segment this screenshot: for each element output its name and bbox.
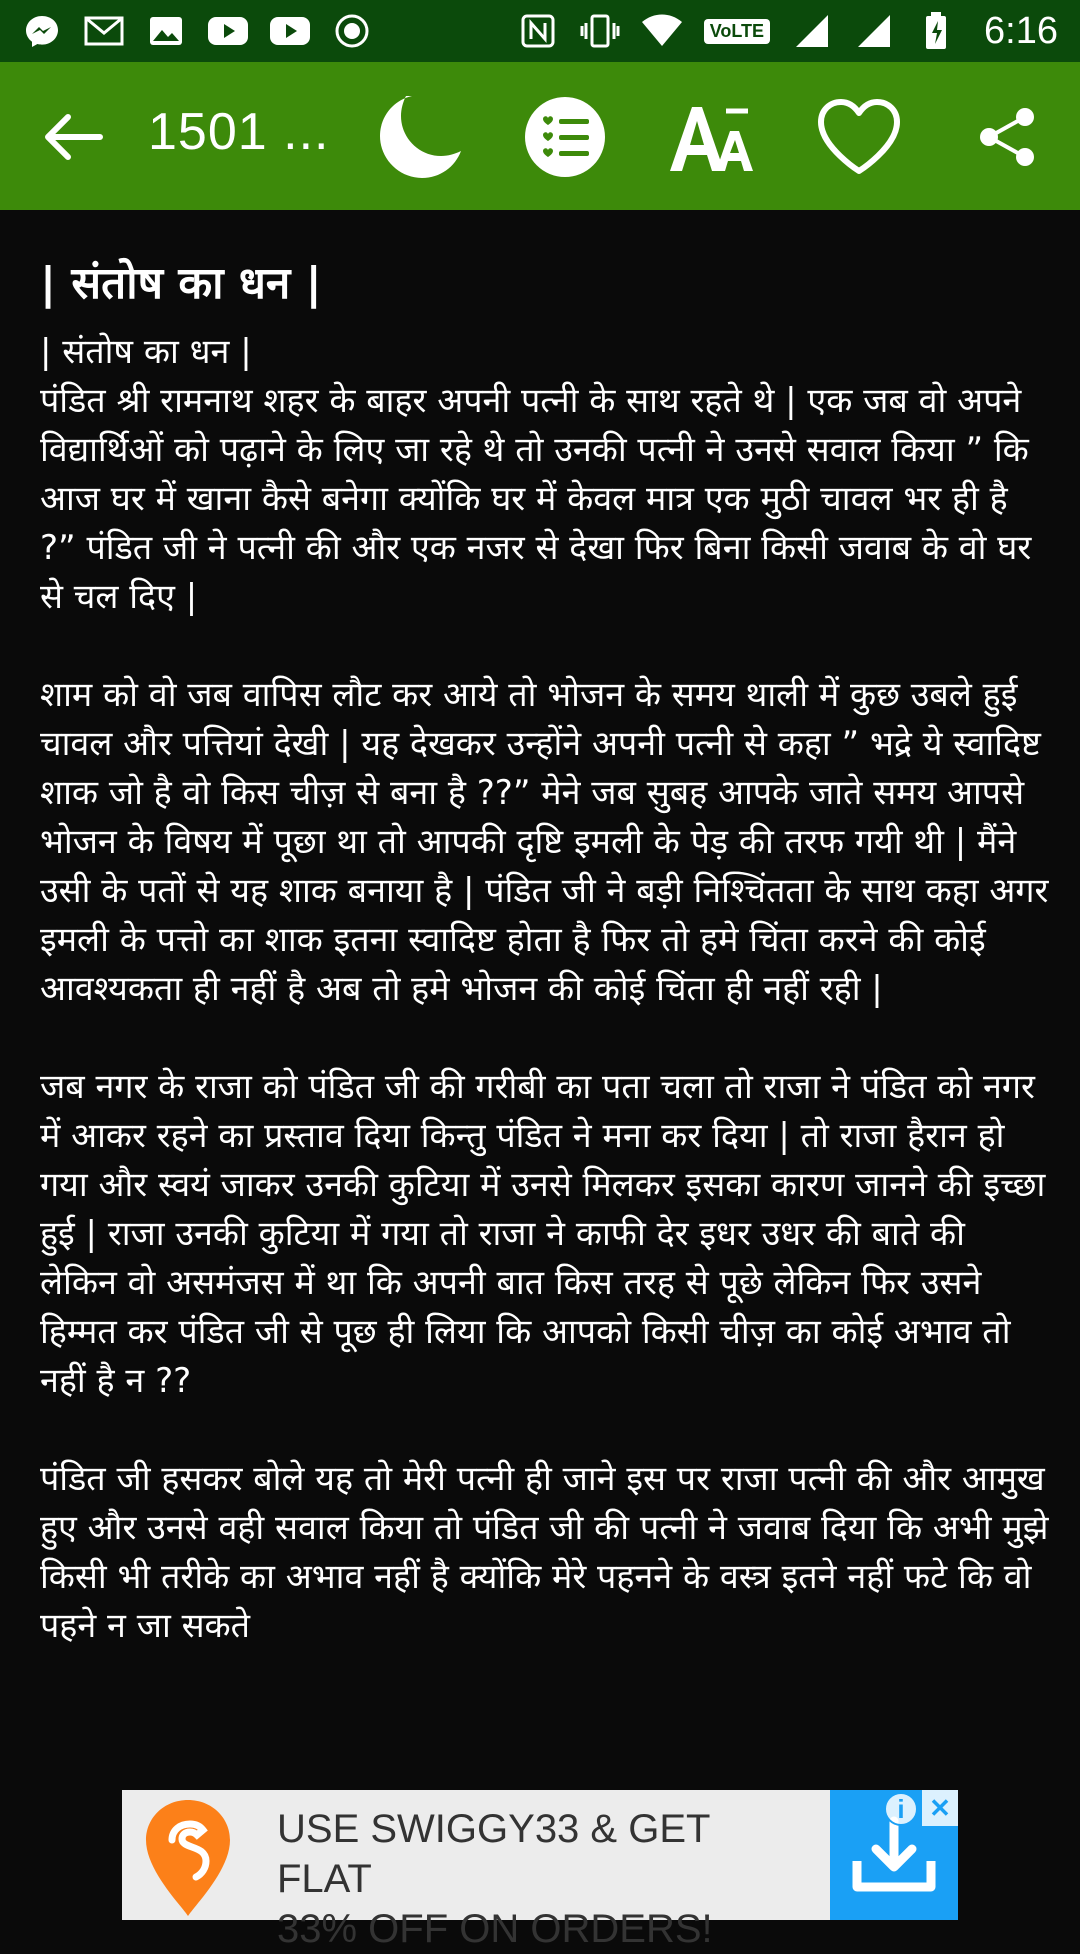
story-paragraph: जब नगर के राजा को पंडित जी की गरीबी का पता चला तो राजा ने पंडित को नगर में आकर रहने का प्रस्ताव दिया किन्तु पंडित ने मना कर दिया | तो राजा हैरान हो गया और स्वयं जाकर उनकी कुटिया में उनसे मिलकर इसका कारण जानने की इच्छा हुई | राजा उनकी कुटिया में गया तो राजा ने काफी देर इधर उधर की बाते की लेकिन वो असमंजस में था कि अपनी बात किस तरह से पूछे लेकिन फिर उसने हिम्मत कर पंडित जी से पूछ ही लिया कि आपको किसी चीज़ का कोई अभाव तो नहीं है न ?? — [40, 1067, 1046, 1401]
wifi-icon — [642, 15, 682, 47]
arrow-back-icon — [38, 102, 108, 172]
story-title: | संतोष का धन | — [40, 258, 322, 309]
signal-icon — [854, 15, 894, 47]
app-bar — [0, 62, 1080, 210]
gmail-icon — [84, 15, 124, 47]
ad-text-line: 33% OFF ON ORDERS! — [277, 1907, 713, 1951]
back-button[interactable] — [38, 102, 108, 172]
system-icons — [518, 10, 1058, 53]
gallery-icon — [146, 15, 186, 47]
heart-icon — [816, 97, 902, 177]
story-content[interactable] — [40, 256, 1050, 1700]
download-icon — [849, 1815, 939, 1895]
vibrate-icon — [580, 15, 620, 47]
signal-icon — [792, 15, 832, 47]
messenger-icon — [22, 15, 62, 47]
favorite-button[interactable] — [814, 92, 904, 182]
ad-banner[interactable] — [122, 1790, 958, 1951]
youtube-icon — [270, 15, 310, 47]
night-mode-button[interactable] — [372, 92, 462, 182]
volte-icon: VoLTE — [704, 19, 770, 44]
night-mode-icon — [372, 92, 462, 182]
story-paragraph: शाम को वो जब वापिस लौट कर आये तो भोजन के समय थाली में कुछ उबले हुई चावल और पत्तियां देखी | यह देखकर उन्होंने अपनी पत्नी से कहा ” भद्रे ये स्वादिष्ट शाक जो है वो किस चीज़ से बना है ??” मेने जब सुबह आपके जाते समय आपसे भोजन के विषय में पूछा था तो आपकी दृष्टि इमली के पेड़ की तरफ गयी थी | मैंने उसी के पतों से यह शाक बनाया है | पंडित जी ने बड़ी निश्चिंतता के साथ कहा अगर इमली के पत्तो का शाक इतना स्वादिष्ट होता है फिर तो हमे चिंता करने की कोई आवश्यकता ही नहीं है अब तो हमे भोजन की कोई चिंता ही नहीं रही | — [40, 675, 1049, 1009]
favorites-list-icon — [523, 95, 607, 179]
share-button[interactable] — [962, 92, 1052, 182]
share-icon — [975, 105, 1039, 169]
font-size-button[interactable] — [668, 92, 758, 182]
swiggy-logo — [138, 1796, 238, 1920]
status-bar — [0, 0, 1080, 62]
nfc-icon — [518, 15, 558, 47]
clock: 6:16 — [984, 9, 1058, 52]
story-paragraph: पंडित जी हसकर बोले यह तो मेरी पत्नी ही जाने इस पर राजा पत्नी की और आमुख हुए और उनसे वही सवाल किया तो पंडित जी की पत्नी ने जवाब दिया कि अभी मुझे किसी भी तरीके का अभाव नहीं है क्योंकि मेरे पहनने के वस्त्र इतने नहीं फटे कि वो पहने न जा सकते — [40, 1459, 1049, 1646]
notification-icons — [22, 15, 372, 47]
youtube-icon — [208, 15, 248, 47]
page-title: 1501 ... — [148, 103, 330, 161]
favorites-list-button[interactable] — [520, 92, 610, 182]
story-paragraph: पंडित श्री रामनाथ शहर के बाहर अपनी पत्नी के साथ रहते थे | एक जब वो अपने विद्यार्थिओं को पढ़ाने के लिए जा रहे थे तो उनकी पत्नी ने उनसे सवाल किया ” कि आज घर में खाना कैसे बनेगा क्योंकि घर में केवल मात्र एक मुठी चावल भर ही है ?” पंडित जी ने पत्नी की और एक नजर से देखा फिर बिना किसी जवाब के वो घर से चल दिए | — [40, 381, 1032, 617]
ad-text[interactable] — [277, 1804, 797, 1954]
ad-info-icon[interactable]: i — [884, 1792, 918, 1826]
record-icon — [332, 15, 372, 47]
ad-text-line: USE SWIGGY33 & GET FLAT — [277, 1807, 710, 1901]
story-subtitle: | संतोष का धन | — [40, 332, 252, 372]
font-size-icon — [668, 97, 758, 177]
battery-charging-icon — [916, 15, 956, 47]
ad-close-icon[interactable]: ✕ — [922, 1790, 958, 1826]
